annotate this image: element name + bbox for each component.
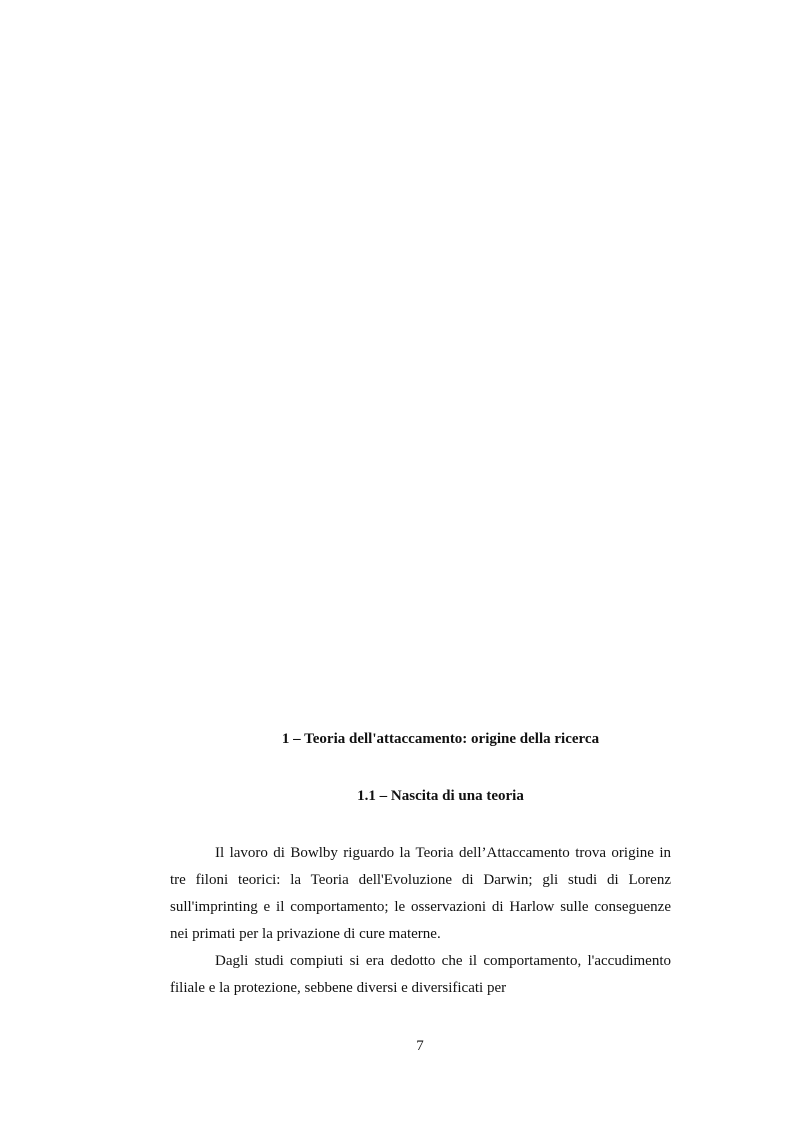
- paragraph: Il lavoro di Bowlby riguardo la Teoria dell’Attaccamento trova origine in tre filoni teorici: la Teoria dell'Evoluzione di Darwin; gli studi di Lorenz sull'imprinting e il comportamento; le osservazioni di Harlow sulle conseguenze nei primati per la privazione di cure materne.: [170, 845, 671, 942]
- body-text: [170, 840, 671, 1002]
- section-title: 1.1 – Nascita di una teoria: [357, 788, 524, 804]
- page-number: 7: [416, 1038, 424, 1054]
- chapter-title: 1 – Teoria dell'attaccamento: origine della ricerca: [281, 731, 600, 747]
- paragraph: Dagli studi compiuti si era dedotto che il comportamento, l'accudimento filiale e la protezione, sebbene diversi e diversificati per: [170, 953, 671, 996]
